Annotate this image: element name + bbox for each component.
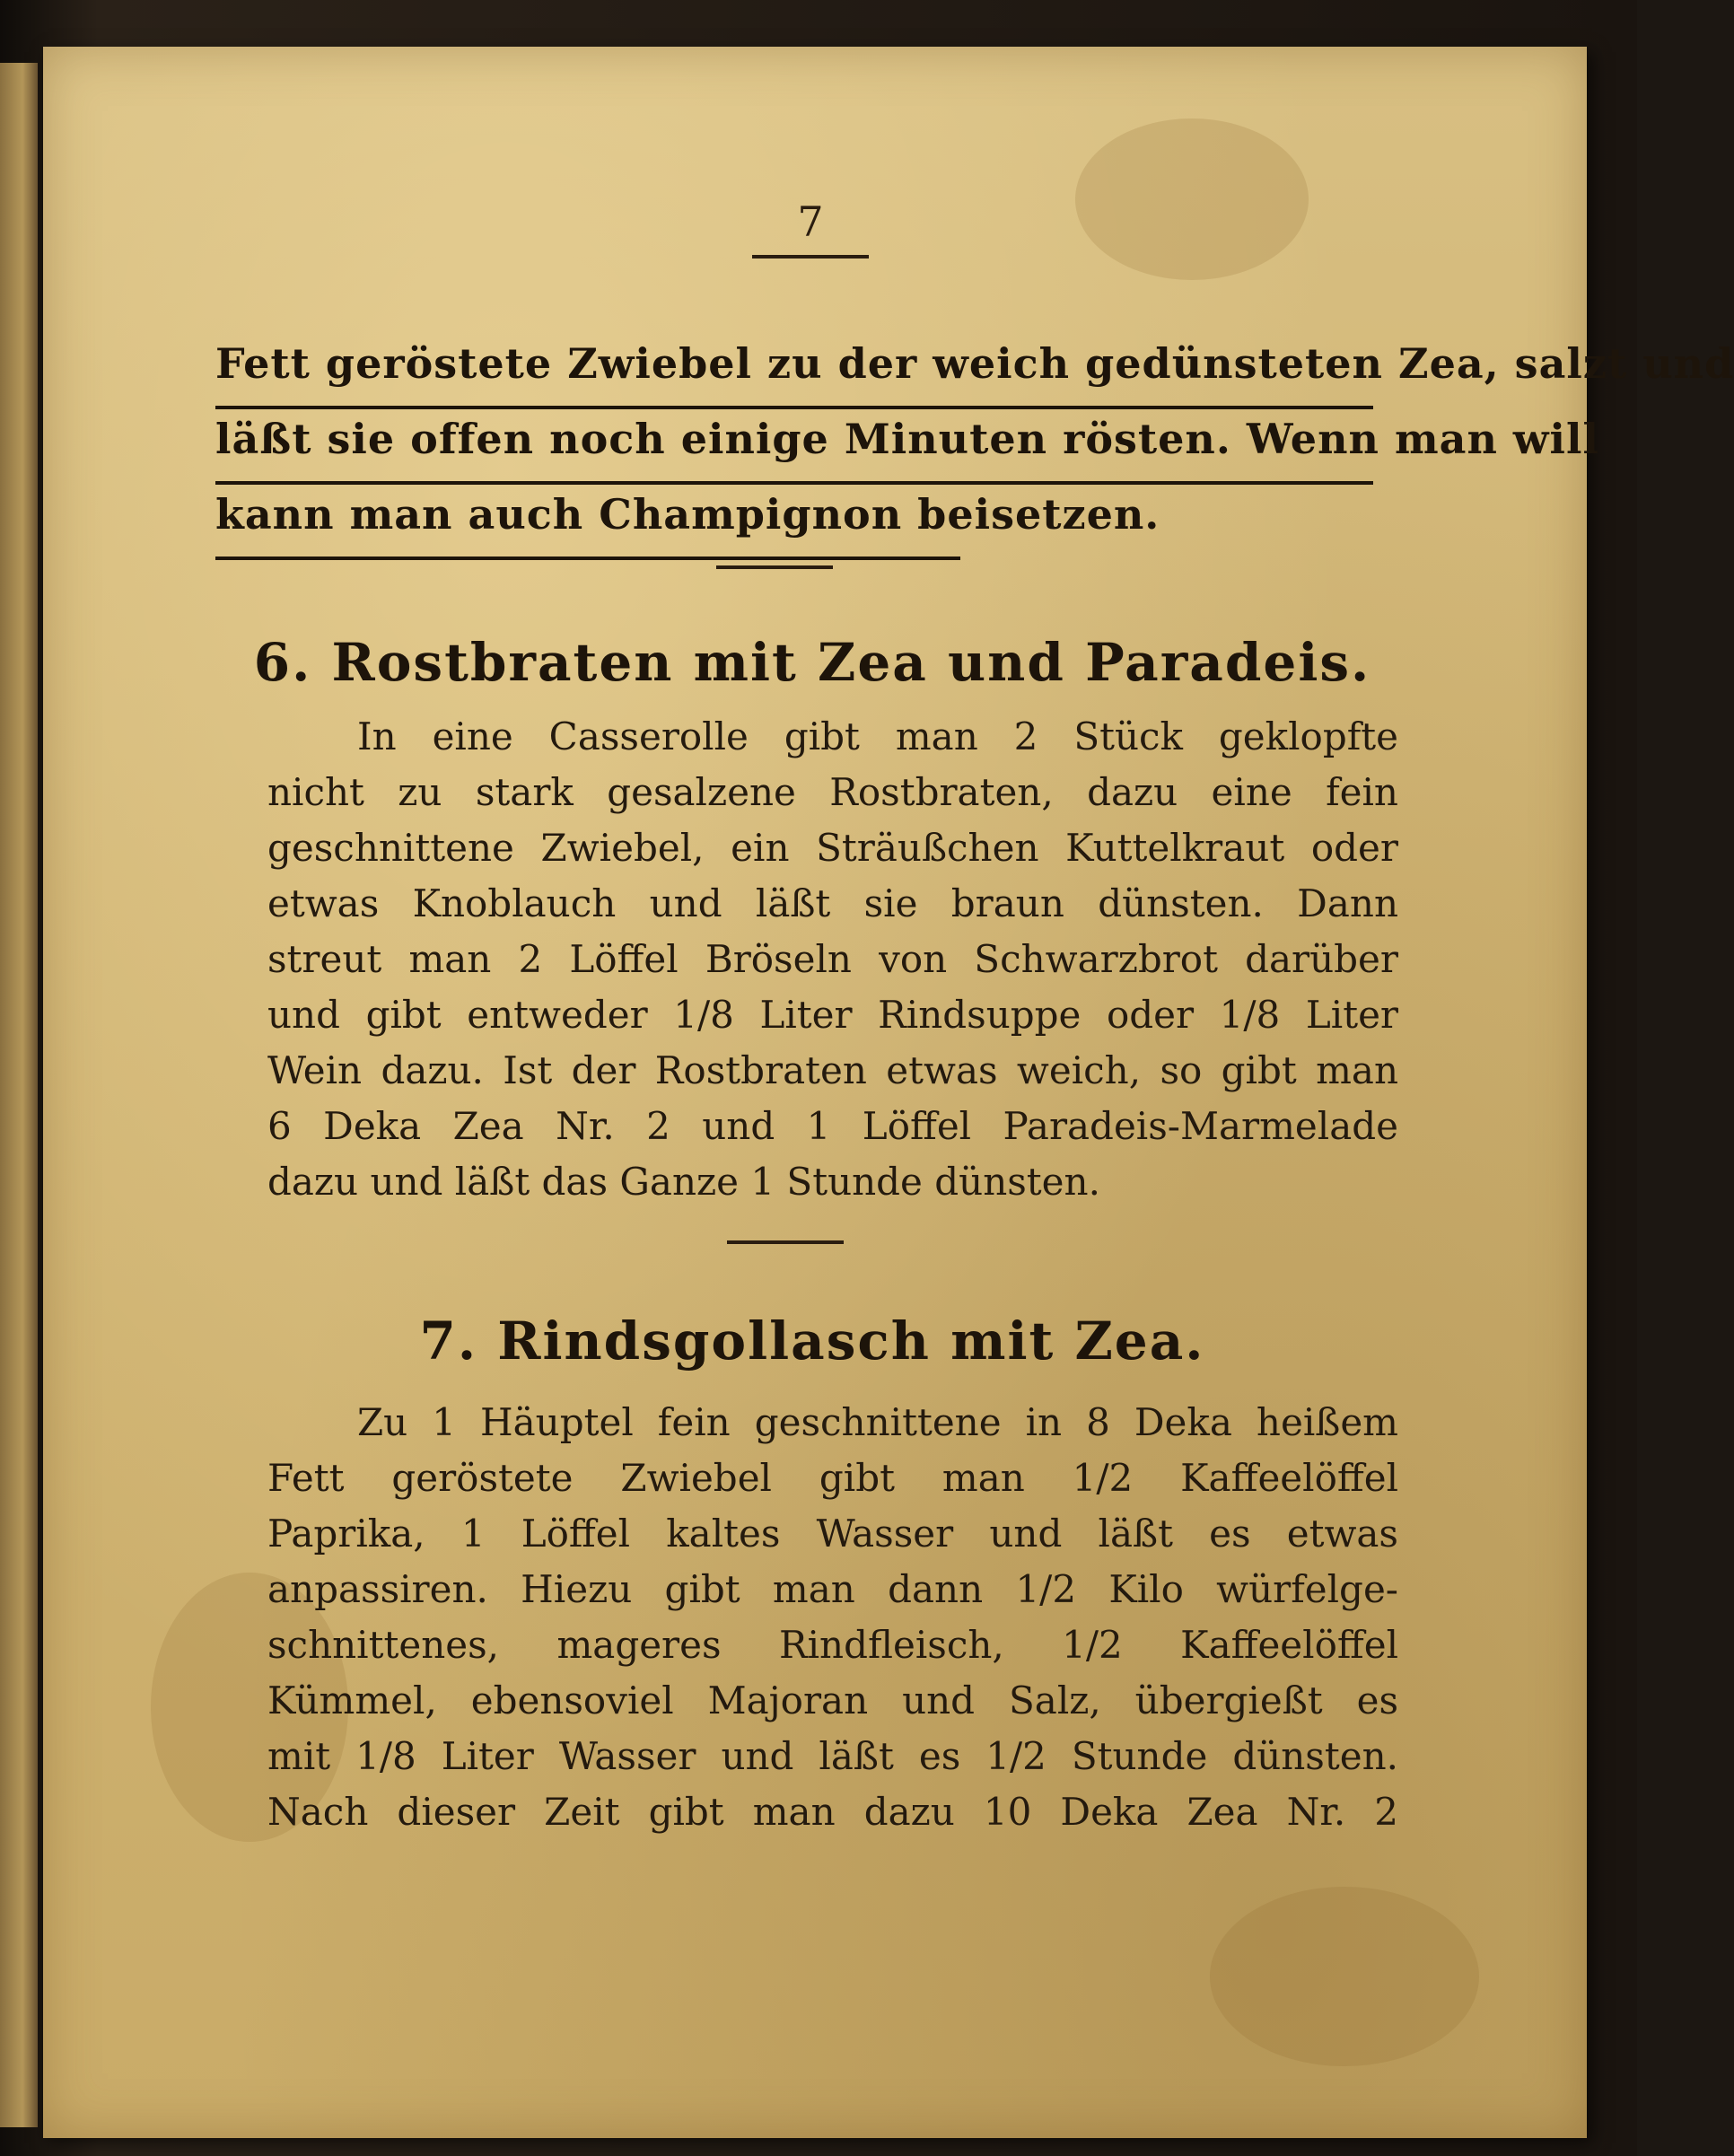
text-line: Fett geröstete Zwiebel gibt man 1/2 Kaffeelöffel [267, 1456, 1398, 1500]
text-line: Wein dazu. Ist der Rostbraten etwas weich, so gibt man [267, 1048, 1398, 1092]
text-line: Paprika, 1 Löffel kaltes Wasser und läßt es etwas [267, 1512, 1398, 1556]
page-number: 7 [752, 197, 869, 259]
text-line: In eine Casserolle gibt man 2 Stück geklopfte [357, 714, 1398, 758]
recipe-7-text [267, 1395, 1398, 1840]
section-divider [727, 1240, 844, 1244]
text-line: und gibt entweder 1/8 Liter Rindsuppe oder 1/8 Liter [267, 993, 1398, 1037]
recipe-6-title: 6. Rostbraten mit Zea und Paradeis. [253, 632, 1371, 693]
continued-paragraph [215, 334, 1734, 560]
text-line: nicht zu stark gesalzene Rostbraten, dazu eine fein [267, 770, 1398, 814]
text-line: anpassiren. Hiezu gibt man dann 1/2 Kilo würfelge- [267, 1567, 1398, 1611]
paper-stain [1075, 118, 1309, 280]
text-line: etwas Knoblauch und läßt sie braun dünsten. Dann [267, 881, 1398, 925]
recipe-6-text [267, 709, 1398, 1210]
text-line: 6 Deka Zea Nr. 2 und 1 Löffel Paradeis-Marmelade [267, 1104, 1398, 1148]
text-line: Kümmel, ebensoviel Majoran und Salz, übergießt es [267, 1678, 1398, 1722]
paper-stain [1210, 1887, 1479, 2066]
recipe-7-title: 7. Rindsgollasch mit Zea. [419, 1310, 1205, 1372]
facing-page-edge [0, 63, 38, 2127]
continued-line: kann man auch Champignon beisetzen. [215, 485, 960, 560]
booklet-page [43, 47, 1734, 2138]
text-line: Nach dieser Zeit gibt man dazu 10 Deka Zea Nr. 2 [267, 1790, 1398, 1834]
text-line: geschnittene Zwiebel, ein Sträußchen Kuttelkraut oder [267, 826, 1398, 870]
text-line: mit 1/8 Liter Wasser und läßt es 1/2 Stunde dünsten. [267, 1734, 1398, 1778]
text-line: Zu 1 Häuptel fein geschnittene in 8 Deka heißem [357, 1400, 1398, 1444]
text-line: dazu und läßt das Ganze 1 Stunde dünsten. [267, 1160, 1100, 1204]
text-line: schnittenes, mageres Rindfleisch, 1/2 Kaffeelöffel [267, 1623, 1398, 1667]
continued-line: läßt sie offen noch einige Minuten rösten. Wenn man will [215, 409, 1373, 485]
text-line: streut man 2 Löffel Bröseln von Schwarzbrot darüber [267, 937, 1398, 981]
section-divider [716, 565, 833, 569]
continued-line: Fett geröstete Zwiebel zu der weich gedünsteten Zea, salzt und [215, 334, 1373, 409]
